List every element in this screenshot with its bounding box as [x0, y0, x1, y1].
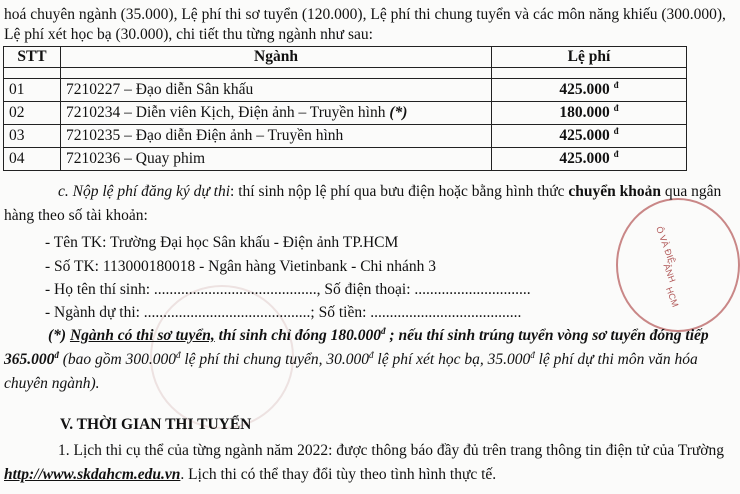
seal-text-2: ẢNH — [661, 262, 678, 284]
fee-table — [3, 46, 687, 171]
account-number: - Số TK: 113000180018 - Ngân hàng Vietinbank - Chi nhánh 3 — [45, 258, 436, 275]
seal-text: Ô VÀ ĐIỆ — [654, 224, 677, 266]
row-major: 7210235 – Đạo diễn Điện ảnh – Truyền hình — [61, 125, 492, 148]
row-stt: 02 — [4, 102, 61, 125]
form-major-line: - Ngành dự thi: ...........................................; Số tiền: ....................................... — [45, 304, 522, 321]
intro-line-1: hoá chuyên ngành (35.000), Lệ phí thi sơ tuyển (120.000), Lệ phí thi chung tuyển và các môn năng khiếu (300.000), — [4, 6, 726, 23]
table-row — [4, 148, 687, 171]
row-fee: 425.000 $^đ$ — [492, 79, 687, 102]
payment-line-2: hàng theo số tài khoản: — [4, 207, 148, 224]
row-stt: 04 — [4, 148, 61, 171]
form-name-line: - Họ tên thí sinh: .........................................., Số điện thoại: .............................. — [45, 281, 531, 298]
section-v-title: V. THỜI GIAN THI TUYỂN — [60, 416, 252, 433]
row-stt: 01 — [4, 79, 61, 102]
row-note: (*) — [389, 104, 408, 121]
account-name: - Tên TK: Trường Đại học Sân khấu - Điện ảnh TP.HCM — [45, 234, 399, 251]
row-major: 7210234 – Diễn viên Kịch, Điện ảnh – Truyền hình (*) — [61, 102, 492, 125]
row-major: 7210227 – Đạo diễn Sân khấu — [61, 79, 492, 102]
payment-heading: c. Nộp lệ phí đăng ký dự thi — [58, 183, 231, 200]
table-row — [4, 125, 687, 148]
intro-line-2: Lệ phí xét học bạ (30.000), chi tiết thu từng ngành như sau: — [4, 26, 373, 43]
seal-text-3: HCM — [664, 285, 681, 309]
table-row — [4, 79, 687, 102]
row-fee: 425.000 $^đ$ — [492, 148, 687, 171]
red-seal-stamp — [616, 198, 740, 332]
payment-line-1: c. Nộp lệ phí đăng ký dự thi: thí sinh nộp lệ phí qua bưu điện hoặc bằng hình thức chuyển khoản qua ngân — [58, 183, 722, 200]
note-line-1: (*) Ngành có thi sơ tuyển, thí sinh chỉ đóng $180.000^đ$ ; nếu thí sinh trúng tuyển vòng sơ tuyển đóng tiếp — [48, 325, 709, 344]
section-v-paragraph-2: http://www.skdahcm.edu.vn. Lịch thi có thể thay đổi tùy theo tình hình thực tế. — [4, 466, 497, 483]
table-row — [4, 102, 687, 125]
header-stt: STT — [4, 47, 61, 68]
table-row-spacer — [4, 68, 687, 79]
table-header-row — [4, 47, 687, 68]
header-major: Ngành — [61, 47, 492, 68]
note-line-3: chuyên ngành). — [4, 375, 100, 392]
school-website-link[interactable]: http://www.skdahcm.edu.vn — [4, 466, 181, 483]
row-stt: 03 — [4, 125, 61, 148]
row-fee: 425.000 $^đ$ — [492, 125, 687, 148]
row-major: 7210236 – Quay phim — [61, 148, 492, 171]
note-line-2: $365.000^đ$ (bao gồm $300.000^đ$ lệ phí thi chung tuyển, $30.000^đ$ lệ phí xét học bạ, $35.000^đ$ lệ phí dự thi môn văn hóa — [4, 349, 698, 368]
header-fee: Lệ phí — [492, 47, 687, 68]
section-v-paragraph: 1. Lịch thi cụ thể của từng ngành năm 2022: được thông báo đầy đủ trên trang thông tin điện tử của Trường — [58, 442, 725, 459]
row-fee: 180.000 $^đ$ — [492, 102, 687, 125]
